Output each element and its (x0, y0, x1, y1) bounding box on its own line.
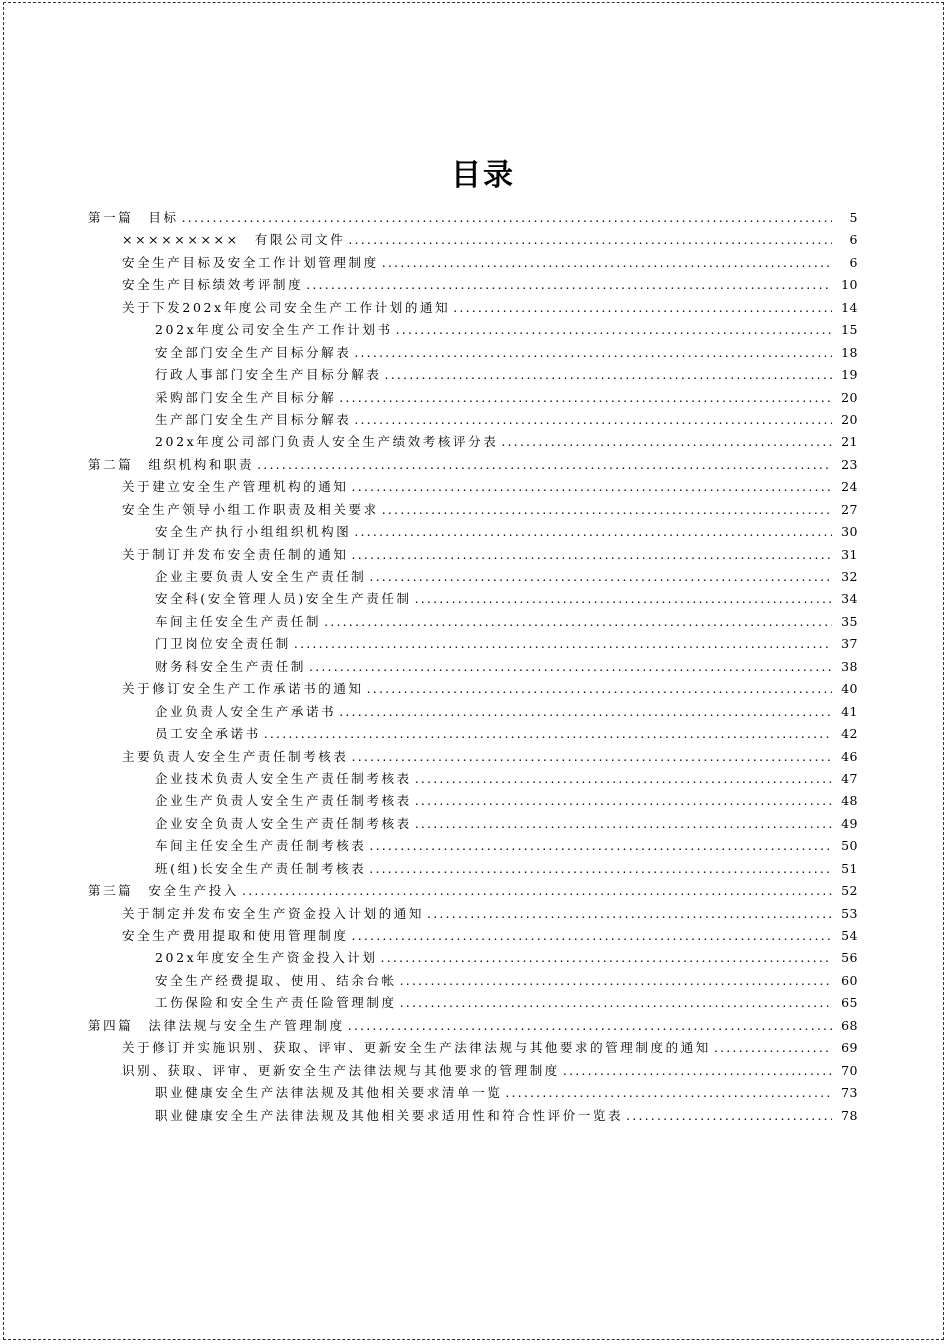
toc-page-number: 21 (837, 431, 858, 453)
toc-entry-line (122, 678, 832, 700)
toc-page-number: 27 (837, 499, 858, 521)
toc-page-number: 49 (837, 813, 858, 835)
toc-entry-line (88, 207, 832, 229)
toc-entry-title[interactable]: 班(组)长安全生产责任制考核表 (155, 860, 367, 876)
toc-entry-title[interactable]: 第一篇 目标 (88, 210, 179, 225)
toc-entry-line (155, 723, 832, 745)
toc-entry-line (155, 768, 832, 790)
toc-page-number: 48 (837, 790, 858, 812)
toc-entry-title[interactable]: 安全部门安全生产目标分解表 (155, 344, 352, 360)
dot-leader (382, 499, 832, 521)
toc-entry-line (155, 1082, 832, 1104)
toc-page-number: 46 (837, 746, 858, 768)
toc-entry-line (155, 656, 832, 678)
toc-page-number: 53 (837, 903, 858, 925)
toc-entry-line (122, 476, 832, 498)
toc-entry[interactable] (0, 364, 950, 386)
toc-entry-title[interactable]: 采购部门安全生产目标分解 (155, 389, 337, 405)
toc-entry[interactable] (0, 1105, 950, 1127)
dot-leader (309, 656, 832, 678)
dot-leader (714, 1037, 832, 1059)
toc-entry-line (122, 746, 832, 768)
toc-page-number: 32 (837, 566, 858, 588)
toc-entry-title[interactable]: 职业健康安全生产法律法规及其他相关要求适用性和符合性评价一览表 (155, 1107, 624, 1123)
toc-entry-title[interactable]: 安全生产执行小组组织机构图 (155, 524, 352, 540)
toc-entry[interactable] (0, 409, 950, 431)
toc-entry-title[interactable]: 车间主任安全生产责任制 (155, 613, 322, 629)
toc-entry[interactable] (0, 454, 950, 476)
toc-entry-title[interactable]: 关于修订安全生产工作承诺书的通知 (122, 681, 364, 697)
toc-entry-line (155, 588, 832, 610)
toc-entry-line (155, 342, 832, 364)
dot-leader (381, 947, 832, 969)
toc-page-number: 38 (837, 656, 858, 678)
dot-leader (385, 364, 832, 386)
dot-leader (453, 297, 832, 319)
toc-entry[interactable] (0, 790, 950, 812)
toc-page-number: 51 (837, 858, 858, 880)
toc-entry[interactable] (0, 544, 950, 566)
toc-entry-line (155, 970, 832, 992)
toc-entry-line (155, 431, 832, 453)
toc-entry[interactable] (0, 633, 950, 655)
toc-entry-title[interactable]: ××××××××× 有限公司文件 (122, 232, 346, 248)
toc-entry[interactable] (0, 1060, 950, 1082)
toc-entry[interactable] (0, 207, 950, 229)
toc-page-number: 6 (846, 252, 858, 274)
dot-leader (306, 274, 832, 296)
toc-entry-line (155, 858, 832, 880)
dot-leader (264, 723, 832, 745)
dot-leader (369, 858, 832, 880)
toc-entry-line (122, 229, 832, 251)
toc-entry[interactable] (0, 701, 950, 723)
toc-page-number: 5 (846, 207, 858, 229)
dot-leader (348, 1015, 832, 1037)
toc-entry-title[interactable]: 第二篇 组织机构和职责 (88, 456, 255, 472)
toc-entry[interactable] (0, 656, 950, 678)
dot-leader (294, 633, 832, 655)
toc-entry[interactable] (0, 858, 950, 880)
toc-entry[interactable] (0, 387, 950, 409)
toc-entry[interactable] (0, 970, 950, 992)
toc-entry-line (88, 454, 832, 476)
toc-page-number: 15 (837, 319, 858, 341)
toc-entry-title[interactable]: 车间主任安全生产责任制考核表 (155, 838, 367, 854)
dot-leader (182, 207, 832, 229)
toc-page-number: 54 (837, 925, 858, 947)
toc-entry-title[interactable]: 财务科安全生产责任制 (155, 658, 307, 674)
toc-page-number: 78 (837, 1105, 858, 1127)
toc-page-number: 42 (837, 723, 858, 745)
dot-leader (367, 678, 832, 700)
toc-entry[interactable] (0, 678, 950, 700)
toc-entry[interactable] (0, 947, 950, 969)
toc-entry-title[interactable]: 行政人事部门安全生产目标分解表 (155, 367, 382, 383)
dot-leader (396, 319, 832, 341)
toc-entry-line (122, 297, 832, 319)
toc-page-number: 20 (837, 409, 858, 431)
toc-entry-title[interactable]: 职业健康安全生产法律法规及其他相关要求清单一览 (155, 1085, 503, 1101)
toc-page-number: 68 (837, 1015, 858, 1037)
toc-entry-title[interactable]: 识别、获取、评审、更新安全生产法律法规与其他要求的管理制度 (122, 1062, 560, 1078)
toc-entry-title[interactable]: 安全生产经费提取、使用、结余台帐 (155, 972, 397, 988)
dot-leader (324, 611, 832, 633)
toc-entry[interactable] (0, 611, 950, 633)
toc-page-number: 14 (837, 297, 858, 319)
toc-entry-title[interactable]: 员工安全承诺书 (155, 726, 261, 742)
toc-entry-line (155, 387, 832, 409)
toc-page-number: 41 (837, 701, 858, 723)
toc-entry-title[interactable]: 安全生产目标绩效考评制度 (122, 277, 304, 293)
toc-entry[interactable] (0, 342, 950, 364)
toc-page-number: 30 (837, 521, 858, 543)
toc-entry-line (155, 701, 832, 723)
toc-entry-title[interactable]: 企业技术负责人安全生产责任制考核表 (155, 770, 412, 786)
toc-entry-line (155, 409, 832, 431)
toc-entry-line (155, 633, 832, 655)
toc-entry[interactable] (0, 1037, 950, 1059)
toc-entry-line (88, 880, 832, 902)
toc-page-number: 69 (837, 1037, 858, 1059)
toc-entry[interactable] (0, 880, 950, 902)
dot-leader (242, 880, 832, 902)
toc-entry[interactable] (0, 566, 950, 588)
toc-page-number: 34 (837, 588, 858, 610)
toc-page-number: 70 (837, 1060, 858, 1082)
dot-leader (369, 835, 832, 857)
toc-entry-title[interactable]: 关于制订并发布安全责任制的通知 (122, 546, 349, 562)
toc-entry-line (155, 992, 832, 1014)
toc-entry-line (122, 499, 832, 521)
toc-entry-title[interactable]: 安全科(安全管理人员)安全生产责任制 (155, 591, 412, 607)
toc-entry-title[interactable]: 企业生产负责人安全生产责任制考核表 (155, 793, 412, 809)
toc-entry-title[interactable]: 主要负责人安全生产责任制考核表 (122, 748, 349, 764)
toc-entry-line (88, 1015, 832, 1037)
toc-page-number: 35 (837, 611, 858, 633)
dot-leader (415, 790, 832, 812)
toc-page-number: 52 (837, 880, 858, 902)
toc-entry[interactable] (0, 723, 950, 745)
dot-leader (427, 903, 832, 925)
toc-entry-line (155, 319, 832, 341)
toc-entry[interactable] (0, 768, 950, 790)
dot-leader (354, 342, 832, 364)
toc-entry-title[interactable]: 企业负责人安全生产承诺书 (155, 703, 337, 719)
toc-entry-title[interactable]: 关于下发202x年度公司安全生产工作计划的通知 (122, 299, 451, 315)
dot-leader (505, 1082, 832, 1104)
toc-entry[interactable] (0, 835, 950, 857)
toc-entry[interactable] (0, 588, 950, 610)
toc-entry-title[interactable]: 关于修订并实施识别、获取、评审、更新安全生产法律法规与其他要求的管理制度的通知 (122, 1040, 711, 1056)
dot-leader (382, 252, 832, 274)
toc-page-number: 18 (837, 342, 858, 364)
toc-entry[interactable] (0, 925, 950, 947)
toc-entry-title[interactable]: 企业主要负责人安全生产责任制 (155, 569, 367, 584)
toc-entry[interactable] (0, 903, 950, 925)
toc-entry-title[interactable]: 企业安全负责人安全生产责任制考核表 (155, 815, 412, 831)
toc-entry-title[interactable]: 第三篇 安全生产投入 (88, 883, 240, 899)
dot-leader (352, 925, 832, 947)
dot-leader (369, 566, 832, 588)
toc-entry[interactable] (0, 746, 950, 768)
toc-entry-line (155, 835, 832, 857)
dot-leader (415, 588, 832, 610)
toc-entry[interactable] (0, 813, 950, 835)
toc-entry-title[interactable]: 安全生产费用提取和使用管理制度 (122, 928, 349, 943)
toc-entry-title[interactable]: 安全生产领导小组工作职责及相关要求 (122, 501, 379, 517)
toc-entry[interactable] (0, 252, 950, 274)
toc-page-number: 20 (837, 387, 858, 409)
toc-entry-line (155, 947, 832, 969)
toc-entry[interactable] (0, 319, 950, 341)
toc-entry-line (122, 925, 832, 947)
toc-entry[interactable] (0, 431, 950, 453)
dot-leader (339, 701, 832, 723)
toc-entry[interactable] (0, 1082, 950, 1104)
dot-leader (501, 431, 832, 453)
dot-leader (352, 544, 832, 566)
toc-entry-title[interactable]: 生产部门安全生产目标分解表 (155, 411, 352, 427)
toc-page-number: 23 (837, 454, 858, 476)
dot-leader (257, 454, 832, 476)
dot-leader (352, 476, 832, 498)
toc-entry[interactable] (0, 274, 950, 296)
toc-entry-title[interactable]: 202x年度安全生产资金投入计划 (155, 950, 378, 966)
dot-leader (339, 387, 832, 409)
toc-page-number: 50 (837, 835, 858, 857)
toc-entry-line (155, 364, 832, 386)
toc-entry[interactable] (0, 297, 950, 319)
toc-entry-line (122, 1037, 832, 1059)
toc-entry[interactable] (0, 229, 950, 251)
toc-entry-line (122, 544, 832, 566)
toc-entry[interactable] (0, 476, 950, 498)
toc-entry-line (122, 903, 832, 925)
toc-entry-title[interactable]: 安全生产目标及安全工作计划管理制度 (122, 254, 379, 270)
dot-leader (626, 1105, 832, 1127)
dot-leader (352, 746, 832, 768)
toc-entry-title[interactable]: 关于制定并发布安全生产资金投入计划的通知 (122, 905, 425, 921)
toc-page-number: 47 (837, 768, 858, 790)
toc-entry-title[interactable]: 门卫岗位安全责任制 (155, 636, 291, 652)
toc-page-number: 60 (837, 970, 858, 992)
toc-entry-line (122, 252, 832, 274)
toc-title: 目录 (451, 158, 515, 193)
toc-page-number: 40 (837, 678, 858, 700)
toc-page-number: 24 (837, 476, 858, 498)
dot-leader (563, 1060, 832, 1082)
toc-entry-line (122, 274, 832, 296)
toc-page-number: 37 (837, 633, 858, 655)
toc-entry-title[interactable]: 202x年度公司部门负责人安全生产绩效考核评分表 (155, 434, 499, 450)
toc-page-number: 65 (837, 992, 858, 1014)
toc-entry-title[interactable]: 工伤保险和安全生产责任险管理制度 (155, 995, 397, 1011)
toc-entry[interactable] (0, 1015, 950, 1037)
toc-entry-title[interactable]: 关于建立安全生产管理机构的通知 (122, 479, 349, 495)
toc-page-number: 56 (837, 947, 858, 969)
dot-leader (400, 992, 832, 1014)
dot-leader (348, 229, 832, 251)
toc-page-number: 73 (837, 1082, 858, 1104)
toc-entry-line (155, 813, 832, 835)
toc-entry[interactable] (0, 499, 950, 521)
dot-leader (354, 521, 832, 543)
toc-entry[interactable] (0, 521, 950, 543)
toc-entry-title[interactable]: 202x年度公司安全生产工作计划书 (155, 322, 393, 338)
toc-page-number: 6 (846, 229, 858, 251)
toc-page-number: 19 (837, 364, 858, 386)
toc-page-number: 10 (837, 274, 858, 296)
toc-entry[interactable] (0, 992, 950, 1014)
toc-page-number: 31 (837, 544, 858, 566)
dot-leader (400, 970, 832, 992)
toc-entry-line (155, 521, 832, 543)
toc-entry-title[interactable]: 第四篇 法律法规与安全生产管理制度 (88, 1017, 345, 1033)
toc-entry-line (155, 611, 832, 633)
toc-entry-line (155, 790, 832, 812)
table-of-contents (0, 207, 950, 1127)
toc-entry-line (155, 566, 832, 588)
toc-entry-line (122, 1060, 832, 1082)
dot-leader (354, 409, 832, 431)
dot-leader (415, 813, 832, 835)
toc-entry-line (155, 1105, 832, 1127)
dot-leader (415, 768, 832, 790)
